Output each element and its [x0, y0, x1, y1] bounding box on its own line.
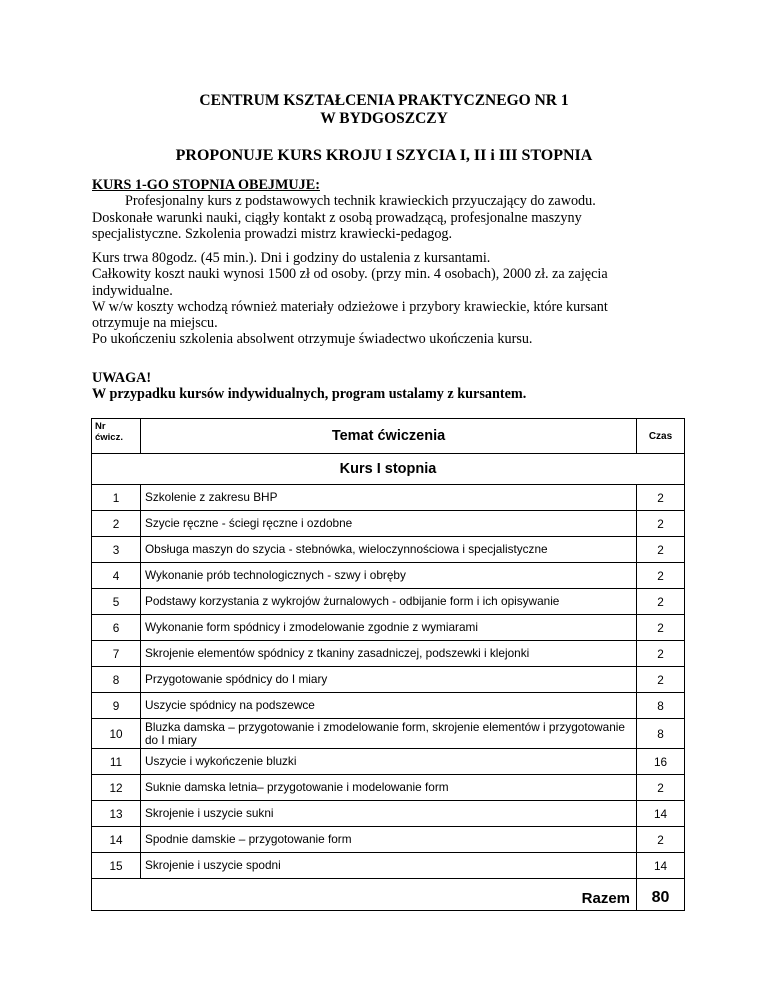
row-number: 8 — [92, 667, 141, 693]
header-exercise-number — [92, 419, 141, 454]
row-topic: Szkolenie z zakresu BHP — [141, 485, 637, 511]
table-row — [92, 827, 685, 853]
table-row — [92, 749, 685, 775]
total-label: Razem — [92, 879, 637, 911]
row-topic: Bluzka damska – przygotowanie i zmodelowanie form, skrojenie elementów i przygotowanie do I miary — [141, 719, 637, 749]
row-topic: Szycie ręczne - ściegi ręczne i ozdobne — [141, 511, 637, 537]
row-number: 5 — [92, 589, 141, 615]
course-offer-title: PROPONUJE KURS KROJU I SZYCIA I, II i III STOPNIA — [175, 147, 593, 164]
table-row — [92, 511, 685, 537]
row-hours: 2 — [637, 485, 685, 511]
row-topic: Spodnie damskie – przygotowanie form — [141, 827, 637, 853]
row-number: 6 — [92, 615, 141, 641]
row-topic: Obsługa maszyn do szycia - stebnówka, wieloczynnościowa i specjalistyczne — [141, 537, 637, 563]
warning-section — [92, 370, 692, 403]
row-number: 1 — [92, 485, 141, 511]
total-value: 80 — [637, 879, 685, 911]
header-time: Czas — [637, 419, 685, 454]
row-hours: 2 — [637, 667, 685, 693]
row-number: 3 — [92, 537, 141, 563]
row-number: 13 — [92, 801, 141, 827]
row-number: 15 — [92, 853, 141, 879]
table-row — [92, 537, 685, 563]
row-topic: Uszycie i wykończenie bluzki — [141, 749, 637, 775]
section-row — [92, 454, 685, 485]
details-line: Po ukończeniu szkolenia absolwent otrzymuje świadectwo ukończenia kursu. — [92, 331, 533, 348]
row-number: 2 — [92, 511, 141, 537]
details-section — [92, 250, 692, 348]
table-row — [92, 485, 685, 511]
details-line: indywidualne. — [92, 282, 173, 299]
table-row — [92, 801, 685, 827]
section-title: Kurs I stopnia — [92, 454, 685, 485]
row-hours: 2 — [637, 827, 685, 853]
row-hours: 2 — [637, 615, 685, 641]
row-hours: 8 — [637, 719, 685, 749]
table-row — [92, 563, 685, 589]
row-hours: 2 — [637, 589, 685, 615]
row-topic: Skrojenie elementów spódnicy z tkaniny zasadniczej, podszewki i klejonki — [141, 641, 637, 667]
intro-line: specjalistyczne. Szkolenia prowadzi mistrz krawiecki-pedagog. — [92, 225, 453, 242]
header-title-line1: CENTRUM KSZTAŁCENIA PRAKTYCZNEGO NR 1 — [199, 92, 569, 109]
header-topic: Temat ćwiczenia — [141, 419, 637, 454]
row-topic: Skrojenie i uszycie spodni — [141, 853, 637, 879]
warning-heading: UWAGA! — [92, 370, 152, 386]
row-number: 12 — [92, 775, 141, 801]
details-line: Kurs trwa 80godz. (45 min.). Dni i godziny do ustalenia z kursantami. — [92, 250, 491, 266]
header-nr-label: Nr — [95, 421, 106, 432]
row-topic: Przygotowanie spódnicy do I miary — [141, 667, 637, 693]
table-row — [92, 589, 685, 615]
course-program-table — [91, 418, 685, 911]
table-row — [92, 667, 685, 693]
table-row — [92, 853, 685, 879]
row-hours: 2 — [637, 563, 685, 589]
table-row — [92, 775, 685, 801]
row-number: 7 — [92, 641, 141, 667]
row-hours: 2 — [637, 511, 685, 537]
details-line: otrzymuje na miejscu. — [92, 315, 218, 332]
row-hours: 8 — [637, 693, 685, 719]
row-number: 11 — [92, 749, 141, 775]
row-topic: Wykonanie form spódnicy i zmodelowanie zgodnie z wymiarami — [141, 615, 637, 641]
table-header-row — [92, 419, 685, 454]
row-topic: Uszycie spódnicy na podszewce — [141, 693, 637, 719]
course-level-heading: KURS 1-GO STOPNIA OBEJMUJE: — [92, 177, 320, 193]
row-hours: 2 — [637, 641, 685, 667]
table-row — [92, 641, 685, 667]
intro-section — [92, 177, 692, 242]
row-hours: 14 — [637, 801, 685, 827]
row-number: 4 — [92, 563, 141, 589]
intro-line: Doskonałe warunki nauki, ciągły kontakt z osobą prowadzącą, profesjonalne maszyny — [92, 209, 582, 226]
row-topic: Skrojenie i uszycie sukni — [141, 801, 637, 827]
row-number: 14 — [92, 827, 141, 853]
header-title-line2: W BYDGOSZCZY — [320, 110, 448, 127]
table-row — [92, 615, 685, 641]
row-number: 9 — [92, 693, 141, 719]
row-hours: 16 — [637, 749, 685, 775]
row-hours: 2 — [637, 775, 685, 801]
row-hours: 14 — [637, 853, 685, 879]
row-number: 10 — [92, 719, 141, 749]
details-line: Całkowity koszt nauki wynosi 1500 zł od osoby. (przy min. 4 osobach), 2000 zł. za zajęcia — [92, 266, 608, 283]
total-row — [92, 879, 685, 911]
row-topic: Suknie damska letnia– przygotowanie i modelowanie form — [141, 775, 637, 801]
details-line: W w/w koszty wchodzą również materiały odzieżowe i przybory krawieckie, które kursant — [92, 298, 608, 315]
table-row — [92, 719, 685, 749]
table-row — [92, 693, 685, 719]
row-topic: Podstawy korzystania z wykrojów żurnalowych - odbijanie form i ich opisywanie — [141, 589, 637, 615]
warning-text: W przypadku kursów indywidualnych, program ustalamy z kursantem. — [92, 386, 527, 403]
intro-line: Profesjonalny kurs z podstawowych technik krawieckich przyuczający do zawodu. — [125, 193, 596, 210]
header-cwicz-label: ćwicz. — [95, 432, 123, 443]
row-hours: 2 — [637, 537, 685, 563]
row-topic: Wykonanie prób technologicznych - szwy i obręby — [141, 563, 637, 589]
